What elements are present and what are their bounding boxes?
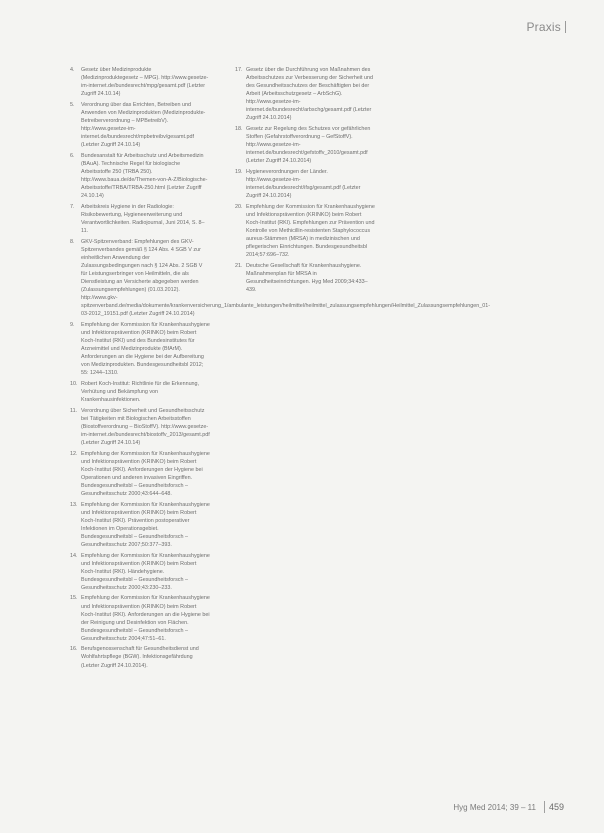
reference-text: Empfehlung der Kommission für Krankenhaushygiene und Infektionsprävention (KRINKO) beim Robert Koch-Institut (RKI). Prävention postoperativer Infektionen im Operationsgebiet. Bundesgesundheitsbl – Gesundheitsforsch – Gesundheitsschutz 2007;50:377–393. bbox=[81, 501, 210, 548]
reference-text: Bundesanstalt für Arbeitsschutz und Arbeitsmedizin (BAuA). Technische Regel für biologische Arbeitsstoffe 250 (TRBA 250). http://www.baua.de/de/Themen-von-A-Z/Biologische-Arbeitsstoffe/TRBA/TRBA-250.html (Letzter Zugriff 24.10.14) bbox=[81, 152, 208, 200]
header-divider bbox=[565, 21, 566, 33]
reference-number: 19. bbox=[235, 168, 243, 175]
reference-item bbox=[235, 66, 375, 122]
reference-number: 15. bbox=[70, 595, 78, 602]
reference-number: 12. bbox=[70, 450, 78, 457]
reference-text: Empfehlung der Kommission für Krankenhaushygiene und Infektionsprävention (KRINKO) beim Robert Koch-Institut (RKI). Händehygiene. Bundesgesundheitsbl – Gesundheitsforsch – Gesundheitsschutz 2000;43:230–233. bbox=[81, 552, 210, 591]
reference-item bbox=[70, 594, 210, 642]
reference-item bbox=[235, 125, 375, 165]
reference-item bbox=[70, 450, 210, 498]
reference-text: Gesetz zur Regelung des Schutzes vor gefährlichen Stoffen (Gefahrstoffverordnung – GefStoffV). http://www.gesetze-im-internet.de/bundesrecht/gefstoffv_2010/gesamt.pdf (Letzter Zugriff 24.10.2014) bbox=[246, 126, 371, 165]
reference-number: 9. bbox=[70, 321, 75, 328]
reference-item bbox=[70, 645, 210, 669]
reference-text: Gesetz über Medizinprodukte (Medizinproduktegesetz – MPG). http://www.gesetze-im-internet.de/bundesrecht/mpg/gesamt.pdf (Letzter Zugriff 24.10.14) bbox=[81, 67, 209, 98]
reference-text: Empfehlung der Kommission für Krankenhaushygiene und Infektionsprävention (KRINKO) beim Robert Koch-Institut (RKI) und des Bundesinstitutes für Arzneimittel und Medizinprodukte (BfArM). Anforderungen an die Hygiene bei der Aufbereitung von Medizinprodukten. Bundesgesundheitsbl 2012; 55: 1244–1310. bbox=[81, 321, 210, 377]
reference-number: 20. bbox=[235, 203, 243, 210]
reference-number: 16. bbox=[70, 646, 78, 653]
page-footer bbox=[453, 801, 568, 813]
reference-item bbox=[235, 262, 375, 294]
reference-text: Empfehlung der Kommission für Krankenhaushygiene und Infektionsprävention (KRINKO) beim Robert Koch-Institut (RKI). Empfehlungen zur Prävention und Kontrolle von Methicillin-resistenten Staphylococcus aureus-Stämmen (MRSA) in medizinischen und pflegerischen Einrichtungen. Bundesgesundheitsbl 2014;57:696–732. bbox=[246, 203, 375, 259]
reference-number: 6. bbox=[70, 152, 75, 159]
reference-text: Hygieneverordnungen der Länder. http://www.gesetze-im-internet.de/bundesrecht/ifsg/gesamt.pdf (Letzter Zugriff 24.10.2014) bbox=[246, 168, 361, 200]
reference-text: Verordnung über Sicherheit und Gesundheitsschutz bei Tätigkeiten mit Biologischen Arbeitsstoffen (Biostoffverordnung – BioStoffV). http://www.gesetze-im-internet.de/bundesrecht/biostoffv_2013/gesamt.pdf (Letzter Zugriff 24.10.14) bbox=[81, 407, 210, 446]
reference-text: Verordnung über das Errichten, Betreiben und Anwenden von Medizinprodukten (Medizinprodukte-Betreiberverordnung – MPBetreibV). http://www.gesetze-im-internet.de/bundesrecht/mpbetreibv/gesamt.pdf (Letzter Zugriff 24.10.14) bbox=[81, 101, 206, 149]
reference-text: Berufsgenossenschaft für Gesundheitsdienst und Wohlfahrtspflege (BGW). Infektionsgefährdung (Letzter Zugriff 24.10.2014). bbox=[81, 646, 199, 669]
journal-citation: Hyg Med 2014; 39 – 11 bbox=[453, 803, 536, 812]
reference-number: 13. bbox=[70, 501, 78, 508]
reference-text: Gesetz über die Durchführung von Maßnahmen des Arbeitsschutzes zur Verbesserung der Sicherheit und des Gesundheitsschutzes der Beschäftigten bei der Arbeit (Arbeitsschutzgesetz – ArbSchG). http://www.gesetze-im-internet.de/bundesrecht/arbschg/gesamt.pdf (Letzter Zugriff 24.10.2014) bbox=[246, 67, 374, 122]
reference-item bbox=[70, 203, 210, 235]
section-header bbox=[526, 20, 566, 34]
reference-item bbox=[70, 552, 210, 592]
reference-item bbox=[235, 168, 375, 200]
reference-list-right bbox=[235, 66, 375, 297]
reference-number: 17. bbox=[235, 67, 243, 73]
reference-number: 14. bbox=[70, 552, 78, 559]
reference-number: 10. bbox=[70, 380, 78, 387]
reference-item bbox=[70, 152, 210, 200]
reference-item bbox=[70, 321, 210, 377]
reference-number: 11. bbox=[70, 407, 78, 414]
reference-text: Deutsche Gesellschaft für Krankenhaushygiene. Maßnahmenplan für MRSA in Gesundheitseinrichtungen. Hyg Med 2009;34:433–439. bbox=[246, 262, 368, 293]
reference-item bbox=[70, 501, 210, 549]
reference-item bbox=[70, 380, 210, 404]
page-number: 459 bbox=[544, 801, 568, 813]
reference-text: Empfehlung der Kommission für Krankenhaushygiene und Infektionsprävention (KRINKO) beim Robert Koch-Institut (RKI). Anforderungen an die Hygiene bei der Reinigung und Desinfektion von Flächen. Bundesgesundheitsbl – Gesundheitsforsch – Gesundheitsschutz 2004;47:51–61. bbox=[81, 595, 210, 642]
reference-number: 8. bbox=[70, 238, 75, 245]
reference-text: Empfehlung der Kommission für Krankenhaushygiene und Infektionsprävention (KRINKO) beim Robert Koch-Institut (RKI). Anforderungen der Hygiene bei Operationen und anderen invasiven Eingriffen. Bundesgesundheitsbl – Gesundheitsforsch – Gesundheitsschutz 2000;43:644–648. bbox=[81, 450, 210, 497]
section-title: Praxis bbox=[526, 20, 561, 34]
reference-number: 18. bbox=[235, 126, 243, 133]
reference-number: 4. bbox=[70, 67, 75, 73]
reference-text: Robert Koch-Institut: Richtlinie für die Erkennung, Verhütung und Bekämpfung von Krankenhausinfektionen. bbox=[81, 380, 200, 403]
reference-number: 7. bbox=[70, 203, 75, 210]
reference-item bbox=[70, 66, 210, 98]
reference-item bbox=[70, 101, 210, 149]
reference-item bbox=[235, 203, 375, 259]
reference-number: 21. bbox=[235, 262, 243, 269]
reference-number: 5. bbox=[70, 101, 75, 108]
reference-item bbox=[70, 407, 210, 447]
reference-text: GKV-Spitzenverband: Empfehlungen des GKV-Spitzenverbandes gemäß § 124 Abs. 4 SGB V zur einheitlichen Anwendung der Zulassungsbedingungen nach § 124 Abs. 2 SGB V für Leistungserbringer von Heilmitteln, die als Dienstleistung an Versicherte abgegeben werden (Zulassungsempfehlungen) (01.03.2012). http://www.gkv-spitzenverband.de/media/dokumente/krankenversicherung_1/ambulante_leistungen/heilmittel/heilmittel_zulassungsempfehlungen/Heilmittel_Zulassungsempfehlungen_01-03-2012_19151.pdf (Letzter Zugriff 24.10.2014) bbox=[81, 238, 491, 318]
reference-text: Arbeitskreis Hygiene in der Radiologie: Risikobewertung, Hygieneerweiterung und Verantwortlichkeiten. Radiojournal, Juni 2014, S. 8–11. bbox=[81, 203, 205, 234]
